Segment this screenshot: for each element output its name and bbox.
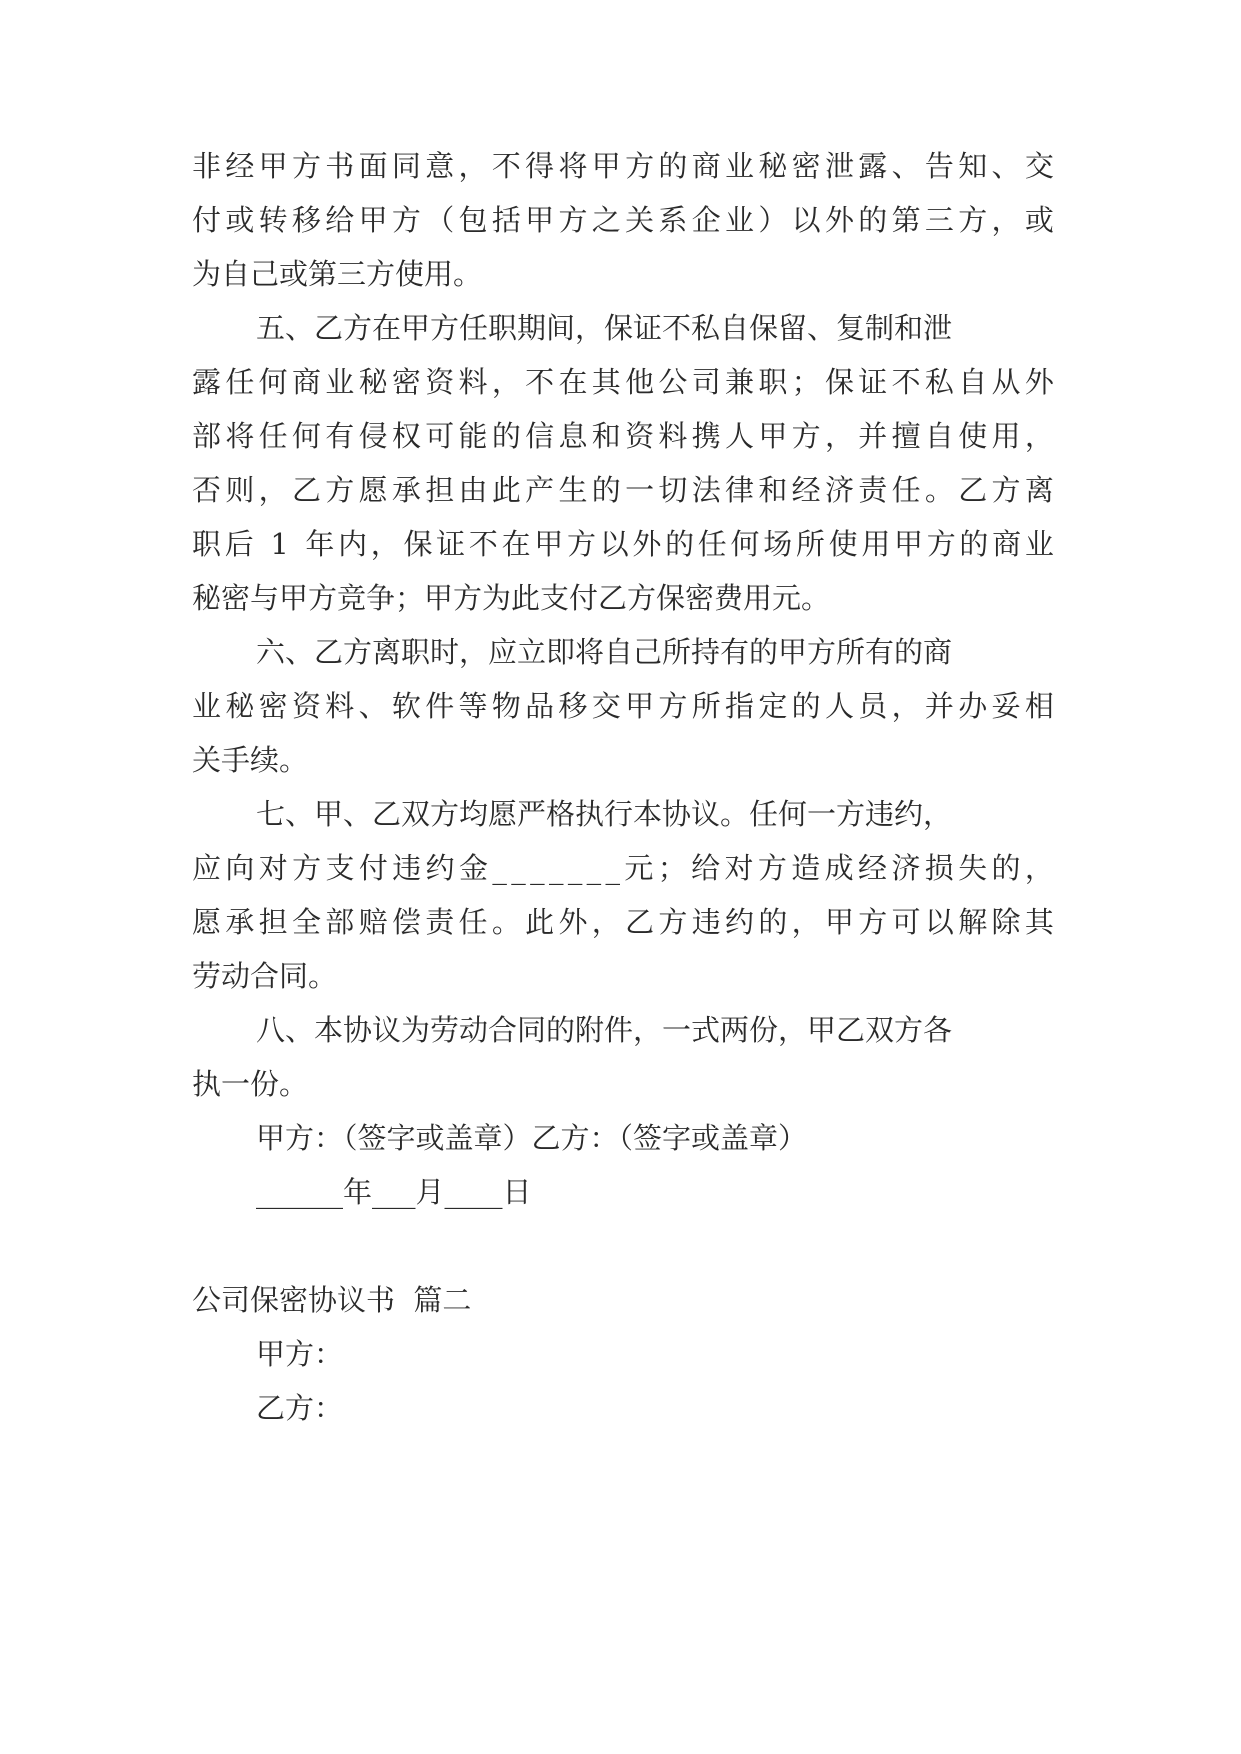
signature-line: 甲方：（签字或盖章）乙方：（签字或盖章）: [256, 1121, 808, 1155]
body-line: 秘密与甲方竞争；甲方为此支付乙方保密费用元。: [192, 581, 831, 615]
body-line: 部 将 任 何 有 侵 权 可 能 的 信 息 和 资 料 携 人 甲 方 ， 并 擅 自 使 用 ，: [192, 419, 1054, 453]
date-line: ______年___月____日: [256, 1175, 532, 1209]
body-line: 非 经 甲 方 书 面 同 意 ， 不 得 将 甲 方 的 商 业 秘 密 泄 露 、 告 知 、 交: [192, 149, 1054, 183]
body-line: 露 任 何 商 业 秘 密 资 料 ， 不 在 其 他 公 司 兼 职 ； 保 证 不 私 自 从 外: [192, 365, 1054, 399]
body-line: 八、本协议为劳动合同的附件，一式两份，甲乙双方各: [256, 1013, 953, 1047]
body-line: 应 向 对 方 支 付 违 约 金 _ _ _ _ _ _ _ 元 ； 给 对 方 造 成 经 济 损 失 的 ，: [192, 851, 1054, 885]
body-line: 六、乙方离职时，应立即将自己所持有的甲方所有的商: [256, 635, 953, 669]
body-line: 付 或 转 移 给 甲 方 （ 包 括 甲 方 之 关 系 企 业 ） 以 外 的 第 三 方 ， 或: [192, 203, 1054, 237]
body-line: 关手续。: [192, 743, 309, 777]
body-line: 业 秘 密 资 料 、 软 件 等 物 品 移 交 甲 方 所 指 定 的 人 员 ， 并 办 妥 相: [192, 689, 1054, 723]
body-line: 为自己或第三方使用。: [192, 257, 483, 291]
party-b-label: 乙方：: [256, 1391, 344, 1425]
body-line: 五、乙方在甲方任职期间，保证不私自保留、复制和泄: [256, 311, 953, 345]
body-line: 劳动合同。: [192, 959, 338, 993]
body-line: 愿 承 担 全 部 赔 偿 责 任 。 此 外 ， 乙 方 违 约 的 ， 甲 方 可 以 解 除 其: [192, 905, 1054, 939]
body-line: 否 则 ， 乙 方 愿 承 担 由 此 产 生 的 一 切 法 律 和 经 济 责 任 。 乙 方 离: [192, 473, 1054, 507]
section-title: 公司保密协议书 篇二: [192, 1283, 472, 1317]
body-line: 七、甲、乙双方均愿严格执行本协议。任何一方违约，: [256, 797, 953, 831]
party-a-label: 甲方：: [256, 1337, 344, 1371]
body-line: 职 后 1 年 内 ， 保 证 不 在 甲 方 以 外 的 任 何 场 所 使 用 甲 方 的 商 业: [192, 527, 1054, 561]
body-line: 执一份。: [192, 1067, 309, 1101]
